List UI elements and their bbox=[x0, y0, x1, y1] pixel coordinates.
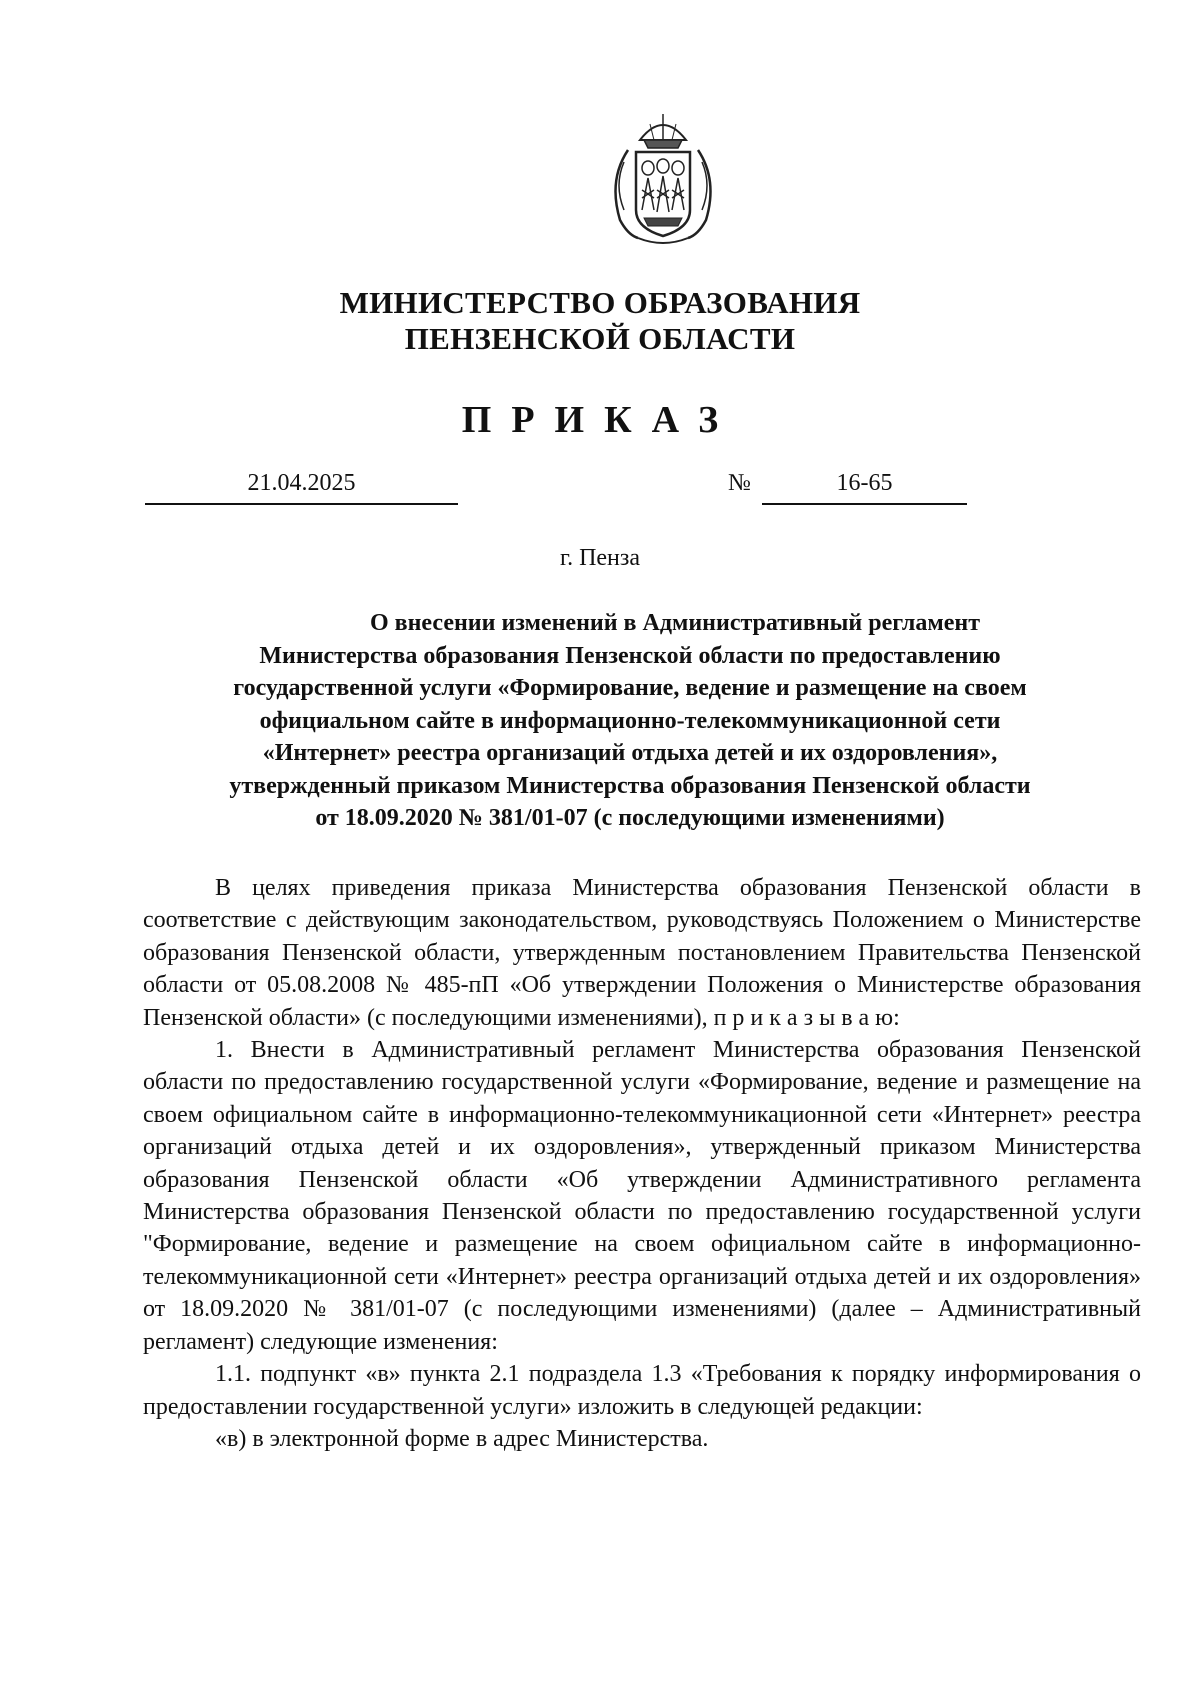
order-subject bbox=[150, 607, 1110, 835]
subject-line: О внесении изменений в Административный регламент bbox=[369, 610, 981, 636]
document-type-title: ПРИКАЗ bbox=[461, 399, 739, 441]
ministry-name bbox=[0, 285, 1200, 357]
subject-line: Министерства образования Пензенской области по предоставлению bbox=[259, 642, 1001, 669]
number-sign: № bbox=[728, 470, 751, 496]
subject-line: «Интернет» реестра организаций отдыха детей и их оздоровления», bbox=[262, 740, 998, 766]
date-underline bbox=[145, 503, 458, 505]
ministry-name-line1: МИНИСТЕРСТВО ОБРАЗОВАНИЯ bbox=[339, 285, 861, 320]
number-underline bbox=[762, 503, 967, 505]
order-date: 21.04.2025 bbox=[247, 470, 356, 496]
preamble-paragraph: В целях приведения приказа Министерства образования Пензенской области в соответствие с действующим законодательством, руководствуясь Положением о Министерстве образования Пензенской области, утвержденным постановлением Правительства Пензенской области от 05.08.2008 № 485-пП «Об утверждении Положения о Министерстве образования Пензенской области» (с последующими изменениями), п р и к а з ы в а ю: bbox=[143, 875, 1141, 1031]
item-1-1-paragraph: 1.1. подпункт «в» пункта 2.1 подраздела 1.3 «Требования к порядку информирования о предоставлении государственной услуги» изложить в следующей редакции: bbox=[143, 1361, 1141, 1420]
subject-line: официальном сайте в информационно-телекоммуникационной сети bbox=[259, 707, 1001, 734]
order-number: 16-65 bbox=[836, 470, 893, 496]
order-body bbox=[143, 872, 1141, 1455]
subject-line: утвержденный приказом Министерства образования Пензенской области bbox=[229, 772, 1031, 799]
city: г. Пенза bbox=[559, 545, 641, 571]
quote-paragraph: «в) в электронной форме в адрес Министерства. bbox=[215, 1425, 709, 1452]
ministry-name-line2: ПЕНЗЕНСКОЙ ОБЛАСТИ bbox=[404, 321, 796, 356]
subject-line: государственной услуги «Формирование, ведение и размещение на своем bbox=[233, 675, 1027, 701]
item-1-paragraph: 1. Внести в Административный регламент Министерства образования Пензенской области по предоставлению государственной услуги «Формирование, ведение и размещение на своем официальном сайте в информационно-телекоммуникационной сети «Интернет» реестра организаций отдыха детей и их оздоровления», утвержденный приказом Министерства образования Пензенской области «Об утверждении Административного регламента Министерства образования Пензенской области по предоставлению государственной услуги "Формирование, ведение и размещение на своем официальном сайте в информационно-телекоммуникационной сети «Интернет» реестра организаций отдыха детей и их оздоровления» от 18.09.2020 № 381/01-07 (с последующими изменениями) (далее – Административный регламент) следующие изменения: bbox=[143, 1037, 1141, 1355]
coat-of-arms-emblem bbox=[598, 110, 728, 250]
subject-line: от 18.09.2020 № 381/01-07 (с последующими изменениями) bbox=[315, 805, 945, 831]
